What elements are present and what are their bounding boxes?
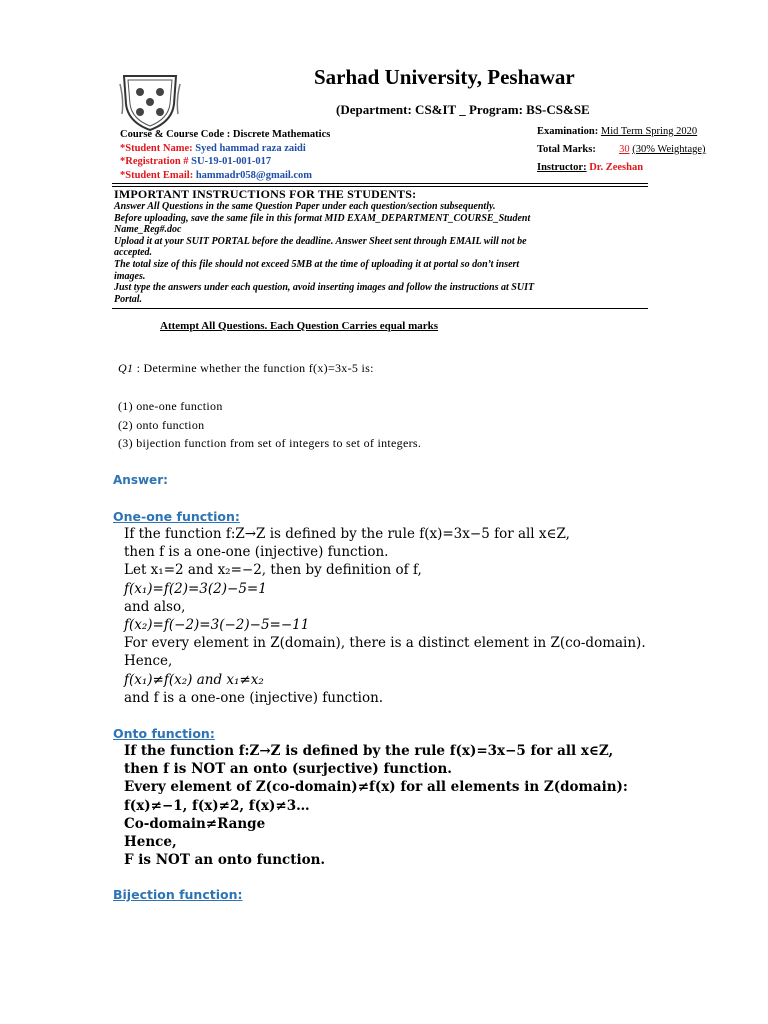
instruction-line: Answer All Questions in the same Question Paper under each question/section subsequently.: [114, 201, 496, 212]
option-onto: (2) onto function: [118, 417, 205, 432]
student-name: Syed hammad raza zaidi: [195, 143, 306, 154]
department-line: (Department: CS&IT _ Program: BS-CS&SE: [336, 102, 590, 117]
option-bijection: (3) bijection function from set of integers to set of integers.: [118, 436, 422, 450]
exam-value: Mid Term Spring 2020: [600, 126, 698, 137]
course-line: Course & Course Code : Discrete Mathematics: [120, 129, 331, 140]
proof-line: Hence,: [124, 834, 177, 851]
attempt-line: Attempt All Questions. Each Question Carries equal marks: [160, 320, 439, 332]
instructor-name: Dr. Zeeshan: [589, 162, 644, 173]
instructor-label: Instructor:: [537, 162, 587, 173]
instruction-line: Before uploading, save the same file in this format MID EXAM_DEPARTMENT_COURSE_Student: [114, 212, 531, 224]
question-prefix: Q1: [118, 361, 134, 375]
proof-line: If the function f:Z→Z is defined by the rule f(x)=3x−5 for all x∈Z,: [124, 743, 614, 759]
instruction-line: images.: [114, 270, 146, 282]
student-email: hammadr058@gmail.com: [195, 170, 313, 181]
one-one-heading: One-one function:: [113, 509, 240, 524]
university-title: Sarhad University, Peshawar: [314, 65, 575, 89]
exam-row: [537, 126, 697, 137]
marks-weightage: (30% Weightage): [632, 144, 706, 155]
question-options: [118, 397, 421, 453]
proof-line: f(x₂)=f(−2)=3(−2)−5=−11: [124, 617, 310, 634]
bijection-heading: Bijection function:: [113, 887, 243, 902]
university-crest-logo: [118, 70, 182, 134]
marks-value: 30: [619, 144, 630, 155]
registration-number: SU-19-01-001-017: [191, 156, 272, 167]
divider-bottom: [112, 308, 648, 309]
divider-top: [112, 183, 648, 184]
instruction-line: Name_Reg#.doc: [114, 224, 182, 236]
student-name-row: [120, 143, 306, 154]
option-one-one: (1) one-one function: [118, 399, 223, 413]
question-text: : Determine whether the function f(x)=3x-5 is:: [133, 361, 374, 375]
proof-line: f(x₁)≠f(x₂) and x₁≠x₂: [124, 671, 264, 688]
marks-label: Total Marks:: [537, 144, 596, 155]
answer-heading: Answer:: [113, 473, 168, 487]
proof-line: For every element in Z(domain), there is a distinct element in Z(co-domain).: [124, 635, 646, 652]
instruction-line: The total size of this file should not exceed 5MB at the time of uploading it at portal so don’t insert: [114, 258, 520, 270]
question-1: [118, 361, 374, 376]
onto-body: [124, 742, 628, 869]
proof-line: then f is NOT an onto (surjective) function.: [124, 761, 452, 778]
proof-line: Hence,: [124, 653, 173, 670]
proof-line: Every element of Z(co-domain)≠f(x) for all elements in Z(domain):: [124, 779, 628, 796]
instructions-list: [114, 201, 534, 305]
proof-line: then f is a one-one (injective) function.: [124, 544, 389, 561]
proof-line: If the function f:Z→Z is defined by the rule f(x)=3x−5 for all x∈Z,: [124, 526, 570, 542]
proof-line: F is NOT an onto function.: [124, 852, 326, 869]
instruction-line: Portal.: [114, 293, 143, 305]
proof-line: f(x₁)=f(2)=3(2)−5=1: [124, 580, 267, 597]
email-row: [120, 170, 312, 181]
instructions-title: IMPORTANT INSTRUCTIONS FOR THE STUDENTS:: [114, 187, 417, 201]
marks-row: [537, 144, 706, 155]
instruction-line: accepted.: [114, 247, 153, 259]
one-one-body: [124, 525, 646, 707]
exam-label: Examination:: [537, 126, 599, 137]
proof-line: Co-domain≠Range: [124, 815, 266, 832]
proof-line: Let x₁=2 and x₂=−2, then by definition of f,: [124, 562, 422, 579]
proof-line: and f is a one-one (injective) function.: [124, 689, 384, 706]
registration-label: *Registration #: [120, 156, 189, 167]
instruction-line: Just type the answers under each question, avoid inserting images and follow the instructions at SUIT: [114, 282, 535, 294]
proof-line: f(x)≠−1, f(x)≠2, f(x)≠3…: [124, 797, 310, 814]
email-label: *Student Email:: [120, 170, 194, 181]
instructor-row: [537, 162, 643, 173]
registration-row: [120, 156, 271, 167]
student-name-label: *Student Name:: [120, 143, 193, 154]
proof-line: and also,: [124, 598, 186, 615]
instruction-line: Upload it at your SUIT PORTAL before the deadline. Answer Sheet sent through EMAIL will not be: [114, 235, 527, 247]
onto-heading: Onto function:: [113, 726, 215, 741]
